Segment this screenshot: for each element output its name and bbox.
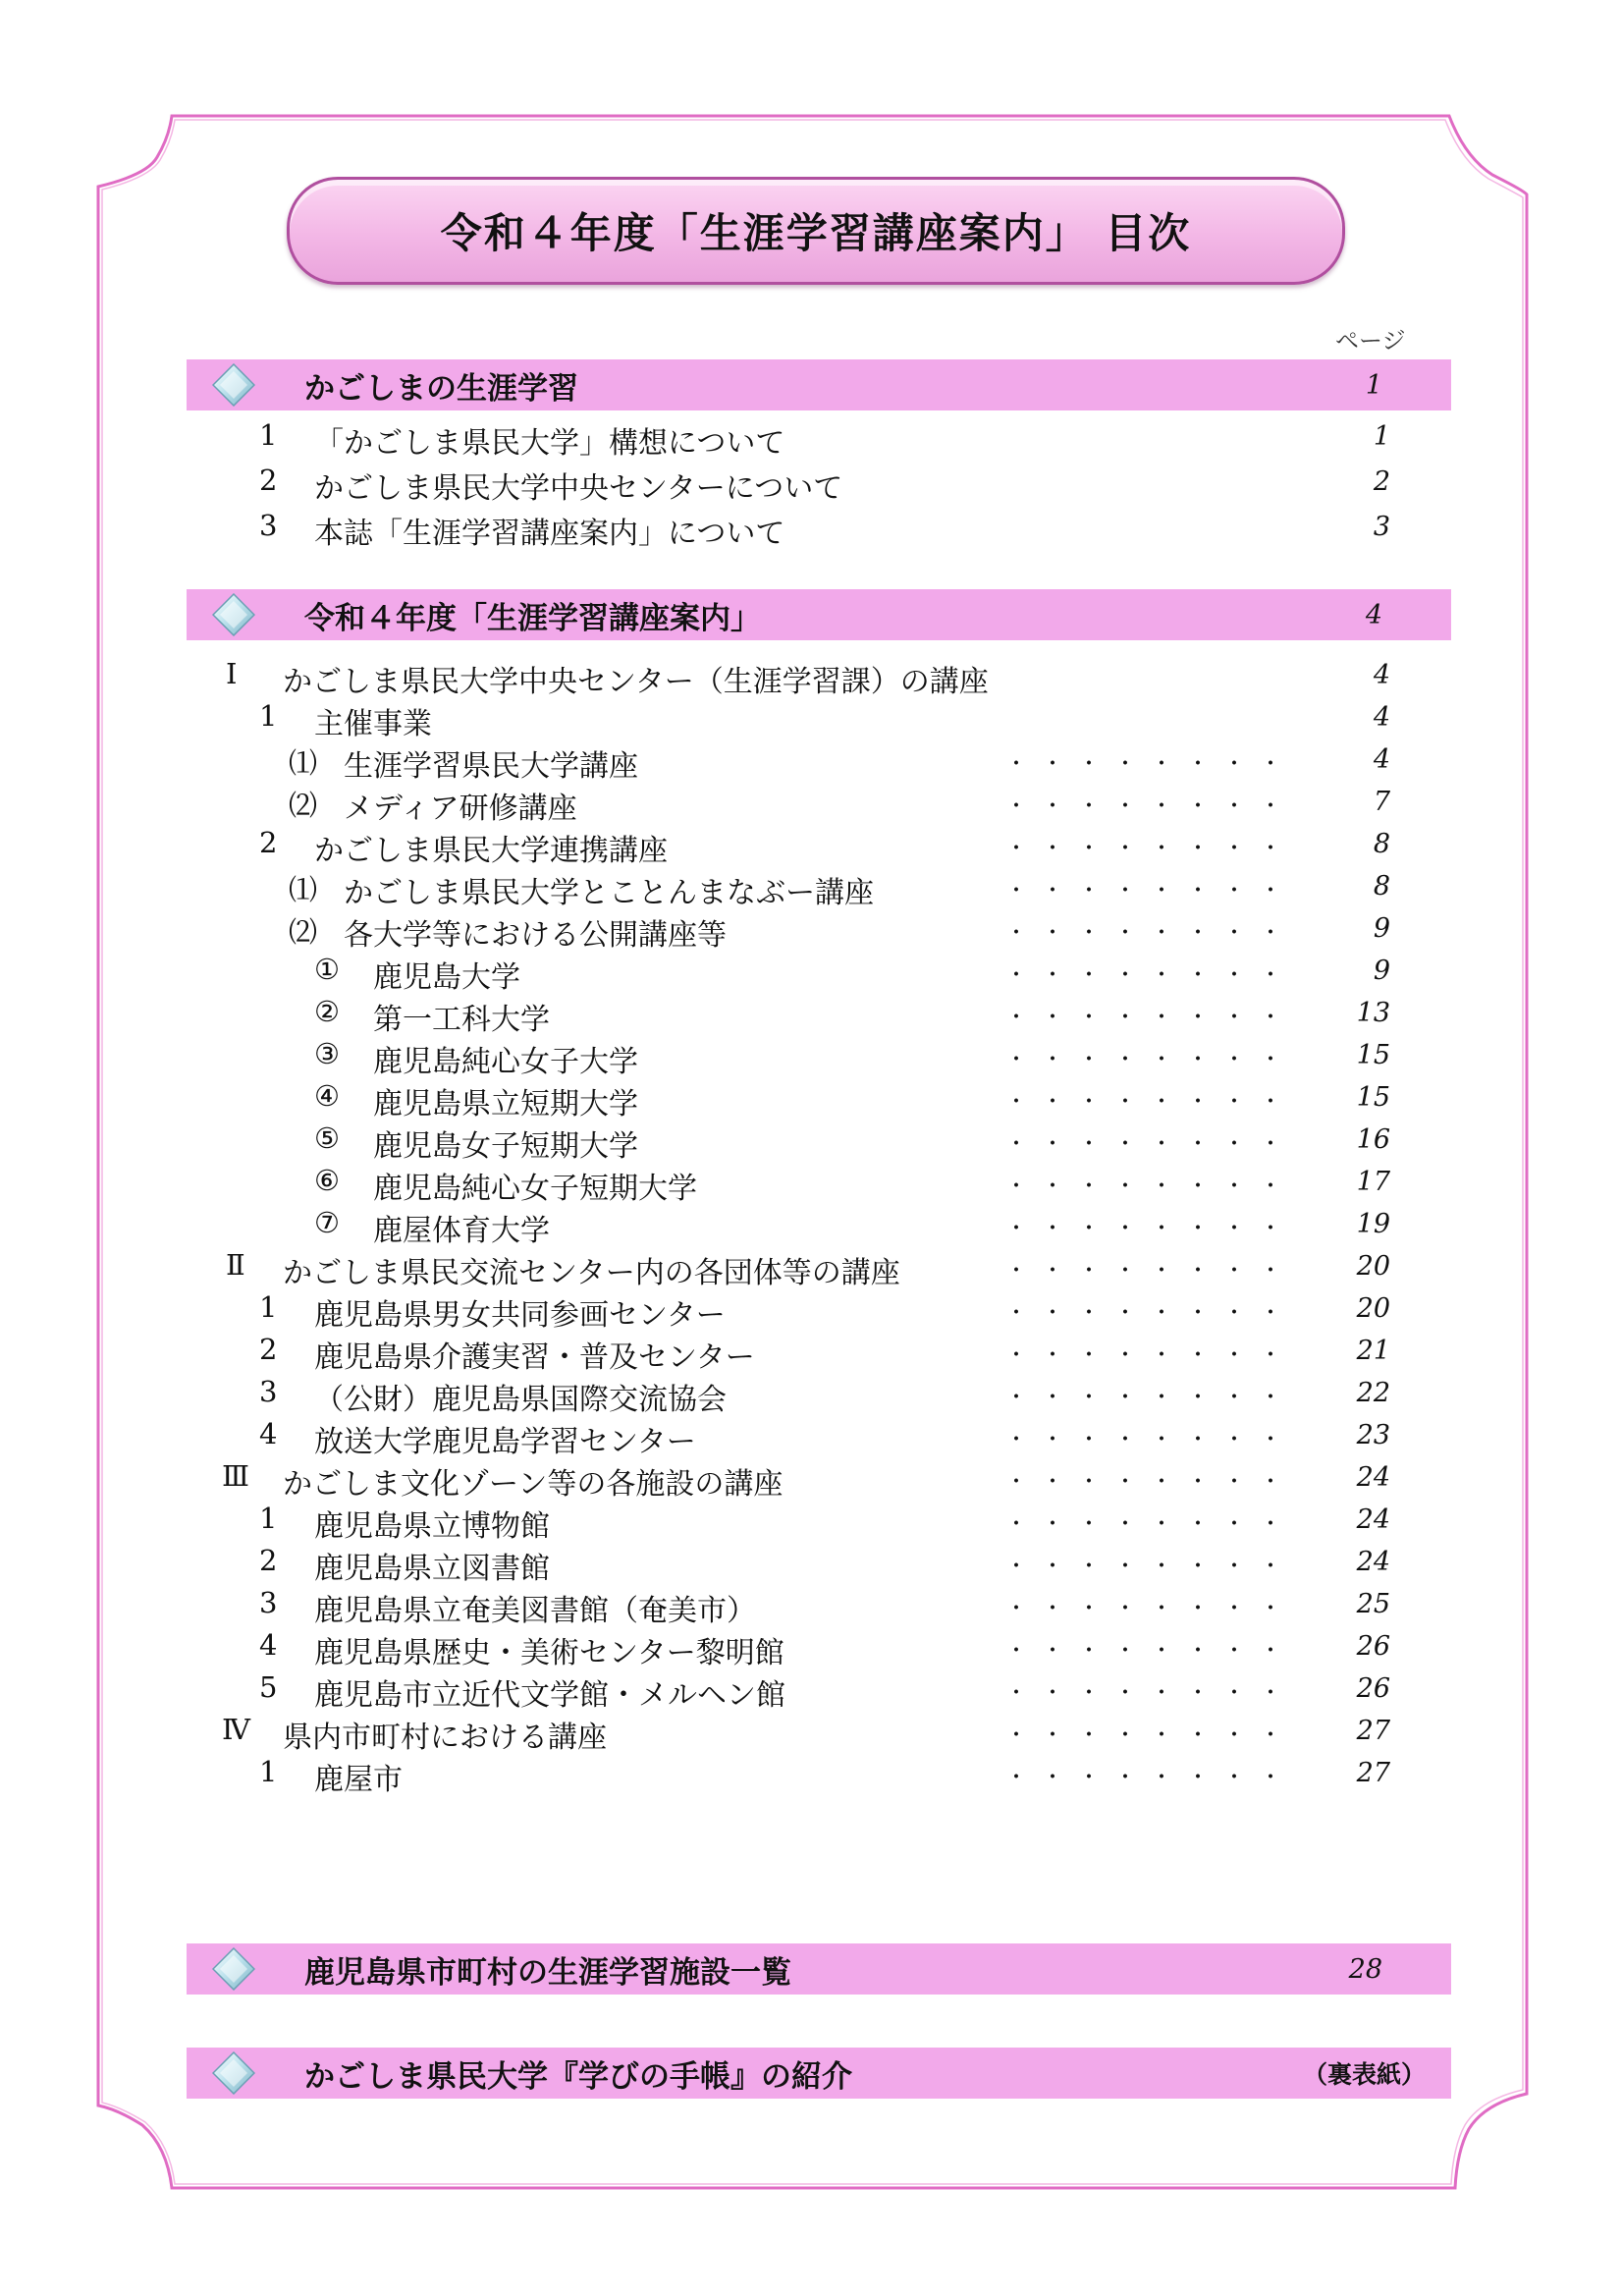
- toc-entry[interactable]: [0, 1206, 1622, 1248]
- page-number: 25: [1356, 1589, 1390, 1619]
- page-number: 4: [1373, 744, 1390, 775]
- leader-dots: ・・・・・・・・: [1005, 1512, 1297, 1537]
- entry-number: Ⅱ: [226, 1248, 245, 1282]
- diamond-icon: [212, 363, 255, 407]
- entry-title: 生涯学習県民大学講座: [344, 749, 638, 784]
- page-number: 26: [1356, 1631, 1390, 1662]
- page-number: 24: [1356, 1504, 1390, 1535]
- entry-number: 3: [259, 1586, 278, 1619]
- entry-number: 1: [259, 1755, 278, 1788]
- leader-dots: ・・・・・・・・: [1005, 1428, 1297, 1452]
- page-number: 1: [1373, 421, 1390, 452]
- entry-number: Ⅳ: [222, 1713, 250, 1746]
- entry-number: 2: [259, 826, 278, 859]
- entry-title: 本誌「生涯学習講座案内」について: [314, 517, 785, 551]
- entry-title: 鹿児島市立近代文学館・メルヘン館: [314, 1678, 785, 1713]
- toc-entry[interactable]: [0, 418, 1622, 461]
- entry-title: 鹿児島女子短期大学: [373, 1129, 638, 1164]
- diamond-icon: [212, 2051, 255, 2095]
- page-number: 24: [1356, 1547, 1390, 1577]
- toc-entry[interactable]: [0, 1290, 1622, 1333]
- leader-dots: ・・・・・・・・: [1005, 837, 1297, 861]
- leader-dots: ・・・・・・・・: [1005, 1470, 1297, 1495]
- page-number: 23: [1356, 1420, 1390, 1450]
- toc-entry[interactable]: [0, 1459, 1622, 1502]
- leader-dots: ・・・・・・・・: [1005, 879, 1297, 903]
- toc-entry[interactable]: [0, 1121, 1622, 1164]
- entry-title: かごしま文化ゾーン等の各施設の講座: [283, 1467, 784, 1502]
- section-bar: [187, 2048, 1451, 2099]
- entry-number: 2: [259, 464, 278, 497]
- entry-number: 4: [259, 1628, 278, 1662]
- toc-entry[interactable]: [0, 1037, 1622, 1079]
- section-title: 令和４年度「生涯学習講座案内」: [304, 600, 761, 636]
- entry-number: ⑵: [289, 789, 318, 822]
- page-number: 2: [1373, 466, 1390, 497]
- page-number: （裏表紙）: [1302, 2060, 1426, 2089]
- leader-dots: ・・・・・・・・: [1005, 1048, 1297, 1072]
- entry-title: メディア研修講座: [344, 792, 577, 826]
- leader-dots: ・・・・・・・・: [1005, 1597, 1297, 1621]
- title-banner: [287, 177, 1345, 285]
- section-bar: [187, 589, 1451, 640]
- leader-dots: ・・・・・・・・: [1005, 1681, 1297, 1706]
- entry-title: 鹿児島県立奄美図書館（奄美市）: [314, 1594, 756, 1628]
- leader-dots: ・・・・・・・・: [1005, 1090, 1297, 1115]
- entry-title: 各大学等における公開講座等: [344, 918, 727, 953]
- toc-entry[interactable]: [0, 509, 1622, 551]
- page-number: 9: [1373, 913, 1390, 944]
- page-number: 7: [1373, 787, 1390, 817]
- toc-entry[interactable]: [0, 1755, 1622, 1797]
- entry-title: かごしま県民交流センター内の各団体等の講座: [283, 1256, 900, 1290]
- entry-number: 1: [259, 1502, 278, 1535]
- toc-entry[interactable]: [0, 910, 1622, 953]
- leader-dots: ・・・・・・・・: [1005, 1301, 1297, 1326]
- leader-dots: ・・・・・・・・: [1005, 1132, 1297, 1157]
- entry-number: 1: [259, 699, 278, 733]
- page-number: 26: [1356, 1673, 1390, 1704]
- toc-entry[interactable]: [0, 1670, 1622, 1713]
- leader-dots: ・・・・・・・・: [1005, 1723, 1297, 1748]
- entry-title: 鹿児島県立博物館: [314, 1509, 550, 1544]
- entry-title: 鹿児島県立短期大学: [373, 1087, 638, 1121]
- entry-title: 鹿児島純心女子短期大学: [373, 1172, 697, 1206]
- toc-entry[interactable]: [0, 953, 1622, 995]
- entry-title: 第一工科大学: [373, 1003, 550, 1037]
- entry-number: ②: [314, 995, 340, 1028]
- section-title: かごしまの生涯学習: [304, 370, 578, 407]
- leader-dots: ・・・・・・・・: [1005, 1006, 1297, 1030]
- diamond-icon: [212, 593, 255, 636]
- entry-title: 放送大学鹿児島学習センター: [314, 1425, 696, 1459]
- entry-title: 鹿児島県介護実習・普及センター: [314, 1340, 755, 1375]
- toc-entry[interactable]: [0, 784, 1622, 826]
- entry-number: ⑦: [314, 1206, 340, 1239]
- entry-title: 鹿児島純心女子大学: [373, 1045, 638, 1079]
- entry-title: 鹿児島大学: [373, 960, 520, 995]
- toc-entry[interactable]: [0, 1628, 1622, 1670]
- toc-entry[interactable]: [0, 1502, 1622, 1544]
- page-number: 21: [1356, 1336, 1390, 1366]
- page-number: 15: [1356, 1040, 1390, 1070]
- entry-title: （公財）鹿児島県国際交流協会: [314, 1383, 727, 1417]
- entry-number: 4: [259, 1417, 278, 1450]
- page-number: 20: [1356, 1293, 1390, 1324]
- page-number: 19: [1356, 1209, 1390, 1239]
- entry-title: かごしま県民大学とことんまなぶー講座: [344, 876, 874, 910]
- entry-title: かごしま県民大学連携講座: [314, 834, 668, 868]
- entry-number: ⑥: [314, 1164, 340, 1197]
- section-bar: [187, 359, 1451, 410]
- page-number: 28: [1348, 1953, 1382, 1985]
- entry-title: かごしま県民大学中央センター（生涯学習課）の講座: [283, 665, 989, 699]
- page-number: 9: [1373, 956, 1390, 986]
- page-number: 15: [1356, 1082, 1390, 1113]
- entry-title: 主催事業: [314, 707, 432, 741]
- page-column-header: ページ: [1335, 327, 1406, 355]
- entry-title: 鹿児島県立図書館: [314, 1552, 550, 1586]
- entry-number: 5: [259, 1670, 278, 1704]
- leader-dots: ・・・・・・・・: [1005, 1259, 1297, 1284]
- entry-title: 鹿児島県男女共同参画センター: [314, 1298, 726, 1333]
- toc-entry[interactable]: [0, 1333, 1622, 1375]
- page-number: 8: [1373, 829, 1390, 859]
- leader-dots: ・・・・・・・・: [1005, 963, 1297, 988]
- leader-dots: ・・・・・・・・: [1005, 1766, 1297, 1790]
- entry-number: Ⅰ: [226, 657, 238, 690]
- section-title: 鹿児島県市町村の生涯学習施設一覧: [304, 1954, 791, 1991]
- leader-dots: ・・・・・・・・: [1005, 1386, 1297, 1410]
- leader-dots: ・・・・・・・・: [1005, 1343, 1297, 1368]
- toc-entry[interactable]: [0, 1544, 1622, 1586]
- page-number: 4: [1373, 660, 1390, 690]
- toc-entry[interactable]: [0, 868, 1622, 910]
- toc-entry[interactable]: [0, 657, 1622, 699]
- section-title: かごしま県民大学『学びの手帳』の紹介: [304, 2058, 852, 2095]
- page-number: 22: [1356, 1378, 1390, 1408]
- page-title: 令和４年度「生涯学習講座案内」 目次: [440, 209, 1192, 257]
- toc-entry[interactable]: [0, 699, 1622, 741]
- toc-entry[interactable]: [0, 741, 1622, 784]
- entry-number: ①: [314, 953, 340, 986]
- page-number: 27: [1356, 1758, 1390, 1788]
- entry-number: 2: [259, 1544, 278, 1577]
- entry-title: 鹿屋体育大学: [373, 1214, 550, 1248]
- entry-title: 県内市町村における講座: [283, 1721, 607, 1755]
- entry-number: 1: [259, 1290, 278, 1324]
- toc-entry[interactable]: [0, 995, 1622, 1037]
- entry-number: ③: [314, 1037, 340, 1070]
- entry-number: ⑵: [289, 915, 318, 949]
- page-number: 4: [1373, 702, 1390, 733]
- entry-number: Ⅲ: [222, 1459, 249, 1493]
- page-number: 20: [1356, 1251, 1390, 1282]
- entry-title: 「かごしま県民大学」構想について: [314, 426, 785, 461]
- entry-number: 3: [259, 509, 278, 542]
- toc-entry[interactable]: [0, 1417, 1622, 1459]
- toc-entry[interactable]: [0, 826, 1622, 868]
- leader-dots: ・・・・・・・・: [1005, 1639, 1297, 1664]
- page-number: 3: [1373, 512, 1390, 542]
- entry-number: ④: [314, 1079, 340, 1113]
- toc-entry[interactable]: [0, 1164, 1622, 1206]
- leader-dots: ・・・・・・・・: [1005, 1175, 1297, 1199]
- page-number: 16: [1356, 1124, 1390, 1155]
- page-number: 27: [1356, 1716, 1390, 1746]
- page-number: 8: [1373, 871, 1390, 902]
- entry-title: 鹿児島県歴史・美術センター黎明館: [314, 1636, 784, 1670]
- entry-number: 3: [259, 1375, 278, 1408]
- entry-number: 1: [259, 418, 278, 452]
- section-bar: [187, 1943, 1451, 1995]
- toc-entry[interactable]: [0, 464, 1622, 506]
- page-number: 24: [1356, 1462, 1390, 1493]
- entry-title: 鹿屋市: [314, 1763, 403, 1797]
- toc-entry[interactable]: [0, 1248, 1622, 1290]
- entry-title: かごしま県民大学中央センターについて: [314, 471, 843, 506]
- diamond-icon: [212, 1947, 255, 1991]
- page-number: 13: [1356, 998, 1390, 1028]
- page-number: 1: [1365, 369, 1382, 401]
- toc-entry[interactable]: [0, 1375, 1622, 1417]
- leader-dots: ・・・・・・・・: [1005, 1217, 1297, 1241]
- leader-dots: ・・・・・・・・: [1005, 752, 1297, 777]
- entry-number: ⑤: [314, 1121, 340, 1155]
- leader-dots: ・・・・・・・・: [1005, 794, 1297, 819]
- page-number: 17: [1356, 1167, 1390, 1197]
- leader-dots: ・・・・・・・・: [1005, 921, 1297, 946]
- leader-dots: ・・・・・・・・: [1005, 1555, 1297, 1579]
- page-number: 4: [1365, 599, 1382, 630]
- toc-entry[interactable]: [0, 1713, 1622, 1755]
- toc-entry[interactable]: [0, 1079, 1622, 1119]
- entry-number: ⑴: [289, 746, 318, 780]
- entry-number: ⑴: [289, 873, 318, 906]
- toc-entry[interactable]: [0, 1586, 1622, 1628]
- entry-number: 2: [259, 1333, 278, 1366]
